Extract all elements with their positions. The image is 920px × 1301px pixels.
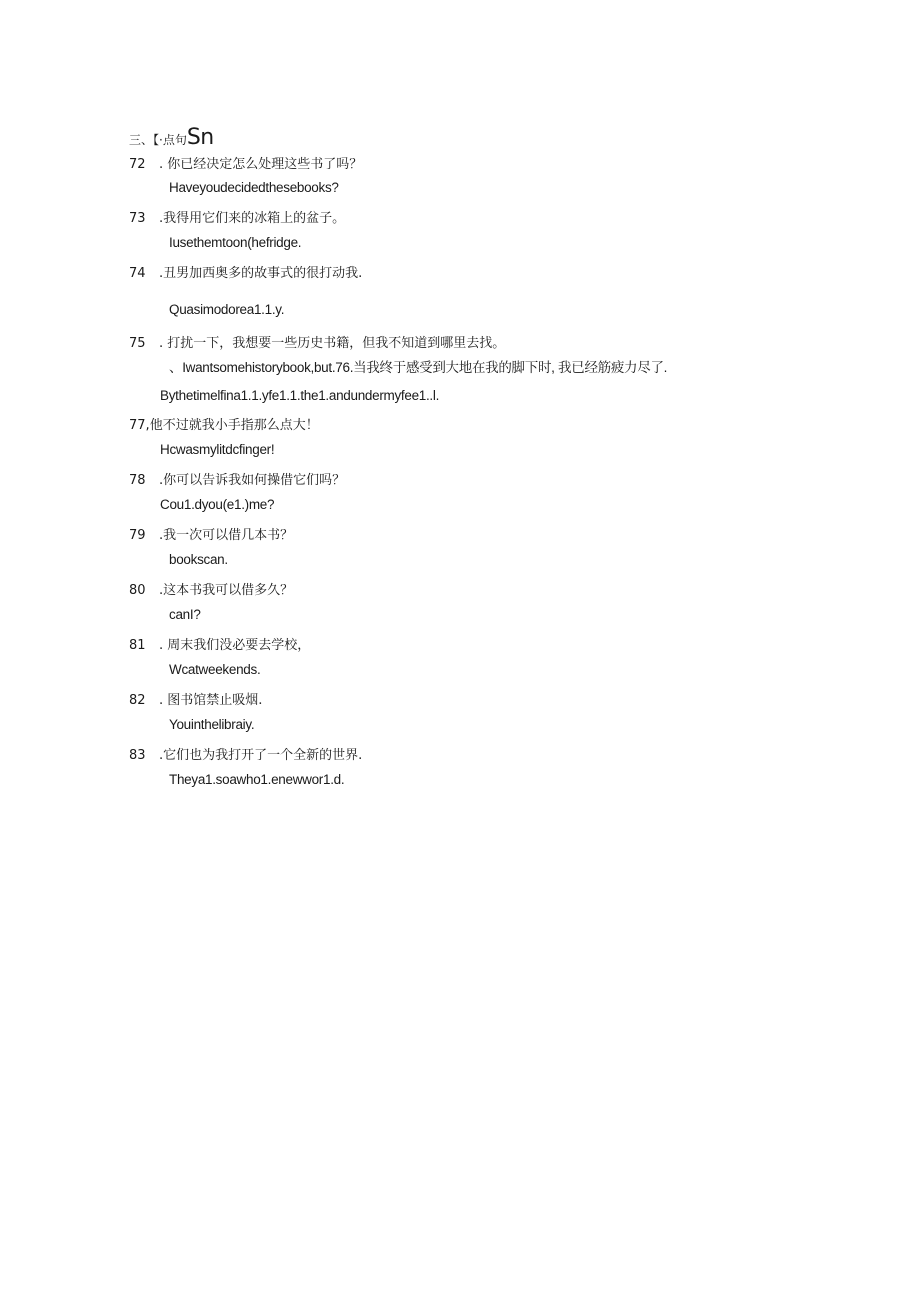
section-heading — [129, 127, 214, 149]
question-83-prompt — [129, 746, 362, 762]
question-number: 83 — [129, 748, 146, 763]
question-80-answer: canI? — [169, 607, 201, 622]
question-76-answer: Bythetimelfina1.1.yfe1.1.the1.andundermyfee1..l. — [160, 388, 440, 403]
question-number: 74 — [129, 266, 146, 281]
question-79-prompt — [129, 526, 293, 542]
question-number: 78 — [129, 473, 146, 488]
question-chinese: . 打扰一下，我想要一些历史书籍，但我不知道到哪里去找。 — [159, 336, 506, 351]
question-81-answer: Wcatweekends. — [169, 662, 261, 677]
question-81-prompt — [129, 636, 310, 652]
question-75-answer: 、Iwantsomehistorybook,but.76.当我终于感受到大地在我的脚下时, 我已经筋疲力尽了. — [169, 360, 668, 375]
section-heading-prefix: 三、【·点句 — [129, 133, 187, 147]
question-number: 75 — [129, 336, 146, 351]
question-72-answer: Haveyoudecidedthesebooks? — [169, 180, 339, 195]
question-75-prompt — [129, 334, 505, 350]
question-number: 80 — [129, 583, 146, 598]
question-73-prompt — [129, 209, 345, 225]
question-chinese: .丑男加西奥多的故事式的很打动我. — [159, 266, 363, 281]
question-80-prompt — [129, 581, 293, 597]
question-number: 82 — [129, 693, 146, 708]
question-chinese: .你可以告诉我如何操借它们吗？ — [159, 473, 346, 488]
section-heading-suffix: Sn — [186, 125, 214, 150]
question-chinese: .这本书我可以借多久？ — [159, 583, 294, 598]
question-chinese: .它们也为我打开了一个全新的世界. — [159, 748, 363, 763]
question-chinese: . 周末我们没必要去学校， — [159, 638, 311, 653]
question-number: 72 — [129, 157, 146, 172]
question-82-prompt — [129, 691, 262, 707]
question-74-prompt — [129, 264, 362, 280]
question-77-answer: Hcwasmylitdcfinger! — [160, 442, 275, 457]
question-number: 81 — [129, 638, 146, 653]
question-number: 79 — [129, 528, 146, 543]
question-74-answer: Quasimodorea1.1.y. — [169, 302, 285, 317]
question-chinese: .我一次可以借几本书？ — [159, 528, 294, 543]
question-73-answer: Iusethemtoon(hefridge. — [169, 235, 302, 250]
question-chinese: . 图书馆禁止吸烟. — [159, 693, 263, 708]
question-chinese: .我得用它们来的冰箱上的盆子。 — [159, 211, 346, 226]
question-77-prompt — [129, 416, 319, 432]
question-chinese: 他不过就我小手指那么点大！ — [149, 418, 319, 433]
question-78-answer: Cou1.dyou(e1.)me? — [160, 497, 275, 512]
question-chinese: . 你已经决定怎么处理这些书了吗？ — [159, 157, 363, 172]
question-79-answer: bookscan. — [169, 552, 228, 567]
question-82-answer: Youinthelibraiy. — [169, 717, 255, 732]
question-83-answer: Theya1.soawho1.enewwor1.d. — [169, 772, 345, 787]
question-number: 73 — [129, 211, 146, 226]
question-78-prompt — [129, 471, 345, 487]
question-number: 77, — [129, 418, 150, 433]
question-72-prompt — [129, 155, 362, 171]
